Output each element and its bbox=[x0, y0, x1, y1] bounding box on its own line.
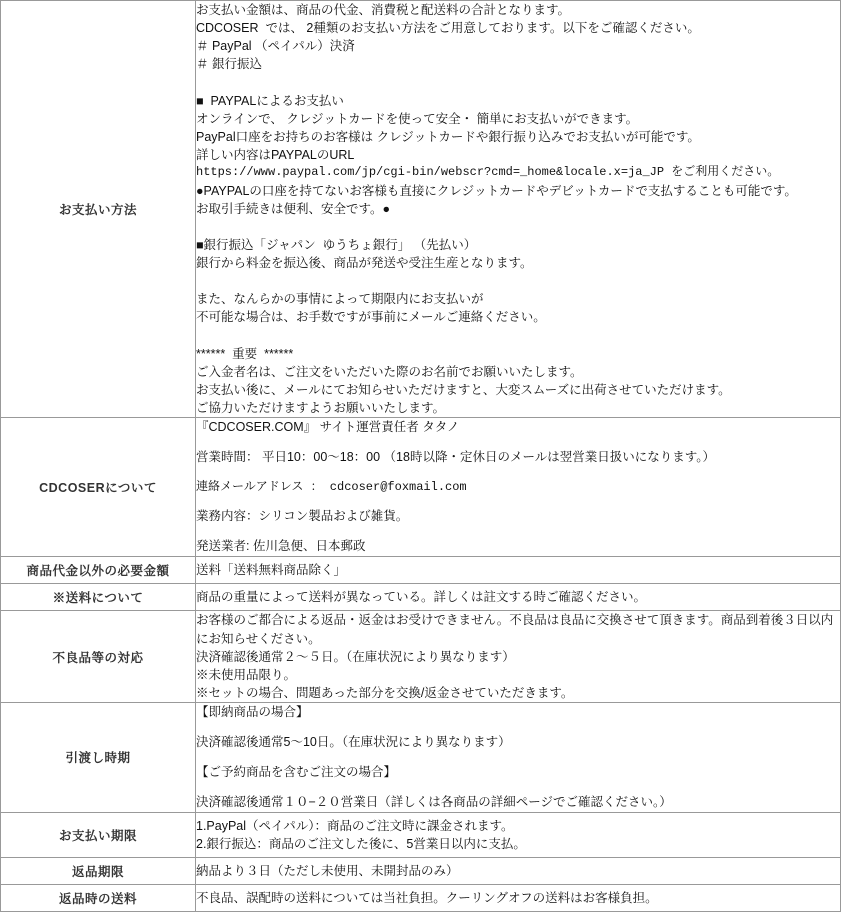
spacer bbox=[196, 496, 840, 507]
text-line: ＃ PayPal （ペイパル）決済 bbox=[196, 39, 355, 54]
text-line: PayPal口座をお持ちのお客様は クレジットカードや銀行振り込みでお支払いが可能です。 bbox=[196, 129, 700, 144]
row-label-delivery-time: 引渡し時期 bbox=[1, 703, 196, 813]
contact-email-line: 連絡メールアドレス ： cdcoser@foxmail.com bbox=[196, 480, 467, 495]
row-label-shipping-fee: ※送料について bbox=[1, 584, 196, 611]
row-label-about-cdcoser: CDCOSERについて bbox=[1, 418, 196, 557]
text-line: 決済確認後通常１０−２０営業日（詳しくは各商品の詳細ページでご確認ください。） bbox=[196, 795, 672, 810]
text-line: ＃ 銀行振込 bbox=[196, 57, 262, 72]
text-line: 決済確認後通常5〜10日。（在庫状況により異なります） bbox=[196, 735, 511, 750]
text-line: 業務内容：シリコン製品および雑貨。 bbox=[196, 509, 409, 524]
table-body bbox=[1, 1, 841, 912]
text-line: ●PAYPALの口座を持てないお客様も直接にクレジットカードやデビットカードで支払することも可能です。 bbox=[196, 183, 797, 198]
text-line: 1.PayPal（ペイパル）：商品のご注文時に課金されます。 bbox=[196, 818, 514, 833]
text-line: 2.銀行振込：商品のご注文した後に、5営業日以内に支払。 bbox=[196, 836, 526, 851]
text-line: オンラインで、 クレジットカードを使って安全・ 簡単にお支払いができます。 bbox=[196, 111, 639, 126]
row-label-extra-fees: 商品代金以外の必要金額 bbox=[1, 557, 196, 584]
row-value-return-deadline bbox=[196, 858, 841, 885]
text-line: ■銀行振込「ジャパン ゆうちょ銀行」 （先払い） bbox=[196, 237, 477, 252]
spacer bbox=[196, 752, 840, 763]
text-line: 『CDCOSER.COM』 サイト運営責任者 タタノ bbox=[196, 420, 460, 435]
row-value-shipping-fee bbox=[196, 584, 841, 611]
row-value-return-shipping bbox=[196, 885, 841, 912]
text-line: ご入金者名は、ご注文をいただいた際のお名前でお願いいたします。 bbox=[196, 364, 583, 379]
table-row bbox=[1, 858, 841, 885]
spacer bbox=[196, 526, 840, 537]
text-line: ■ PAYPALによるお支払い bbox=[196, 93, 344, 108]
spacer bbox=[196, 218, 840, 236]
text-line: 不可能な場合は、お手数ですが事前にメールご連絡ください。 bbox=[196, 310, 546, 325]
spacer bbox=[196, 437, 840, 448]
text-line: また、なんらかの事情によって期限内にお支払いが bbox=[196, 292, 484, 307]
row-label-defective-items: 不良品等の対応 bbox=[1, 611, 196, 703]
row-label-payment-deadline: お支払い期限 bbox=[1, 812, 196, 857]
spacer bbox=[196, 327, 840, 345]
spacer bbox=[196, 722, 840, 733]
table-row bbox=[1, 1, 841, 418]
text-line: ※セットの場合、問題あった部分を交換/返金させていただきます。 bbox=[196, 685, 574, 700]
text-line: ご協力いただけますようお願いいたします。 bbox=[196, 401, 446, 416]
text-line: 【即納商品の場合】 bbox=[196, 705, 309, 720]
row-value-about-cdcoser bbox=[196, 418, 841, 557]
row-value-extra-fees bbox=[196, 557, 841, 584]
table-row bbox=[1, 611, 841, 703]
text-line: ※未使用品限り。 bbox=[196, 667, 297, 682]
text-line: 不良品、誤配時の送料については当社負担。クーリングオフの送料はお客様負担。 bbox=[196, 891, 658, 906]
text-line: 発送業者: 佐川急便、日本郵政 bbox=[196, 539, 366, 554]
text-line: お支払い金額は、商品の代金、消費税と配送料の合計となります。 bbox=[196, 3, 571, 17]
table-row bbox=[1, 885, 841, 912]
text-line: ****** 重要 ****** bbox=[196, 346, 294, 361]
row-value-delivery-time bbox=[196, 703, 841, 813]
spacer bbox=[196, 272, 840, 290]
table-row bbox=[1, 812, 841, 857]
row-value-payment-method bbox=[196, 1, 841, 418]
text-line: 【ご予約商品を含むご注文の場合】 bbox=[196, 765, 397, 780]
table-row bbox=[1, 703, 841, 813]
text-line: 送料「送料無料商品除く」 bbox=[196, 563, 347, 578]
row-label-payment-method: お支払い方法 bbox=[1, 1, 196, 418]
spacer bbox=[196, 74, 840, 92]
row-label-return-shipping: 返品時の送料 bbox=[1, 885, 196, 912]
text-line: 詳しい内容はPAYPALのURL bbox=[196, 148, 355, 162]
text-line: 納品より３日（ただし未使用、未開封品のみ） bbox=[196, 864, 459, 879]
text-line: 営業時間： 平日10：00〜18：00 （18時以降・定休日のメールは翌営業日扱いになります。） bbox=[196, 450, 715, 465]
text-line: 商品の重量によって送料が異なっている。詳しくは註文する時ご確認ください。 bbox=[196, 590, 647, 605]
text-line: 決済確認後通常２〜５日。（在庫状況により異なります） bbox=[196, 649, 515, 664]
table-row bbox=[1, 557, 841, 584]
text-line: お客様のご都合による返品・返金はお受けできません。不良品は良品に交換させて頂きます。商品到着後３日以内にお知らせください。 bbox=[196, 613, 834, 646]
paypal-url-line: https://www.paypal.com/jp/cgi-bin/webscr?cmd=_home&locale.x=ja_JP をご利用ください。 bbox=[196, 165, 780, 180]
row-value-payment-deadline bbox=[196, 812, 841, 857]
text-line: お取引手続きは便利、安全です。● bbox=[196, 201, 391, 216]
table-row bbox=[1, 418, 841, 557]
text-line: お支払い後に、メールにてお知らせいただけますと、大変スムーズに出荷させていただけます。 bbox=[196, 382, 731, 397]
row-value-defective-items bbox=[196, 611, 841, 703]
text-line: 銀行から料金を振込後、商品が発送や受注生産となります。 bbox=[196, 256, 533, 271]
text-line: CDCOSER では、 2種類のお支払い方法をご用意しております。以下をご確認ください。 bbox=[196, 21, 700, 36]
table-row bbox=[1, 584, 841, 611]
spacer bbox=[196, 782, 840, 793]
spacer bbox=[196, 467, 840, 478]
row-label-return-deadline: 返品期限 bbox=[1, 858, 196, 885]
